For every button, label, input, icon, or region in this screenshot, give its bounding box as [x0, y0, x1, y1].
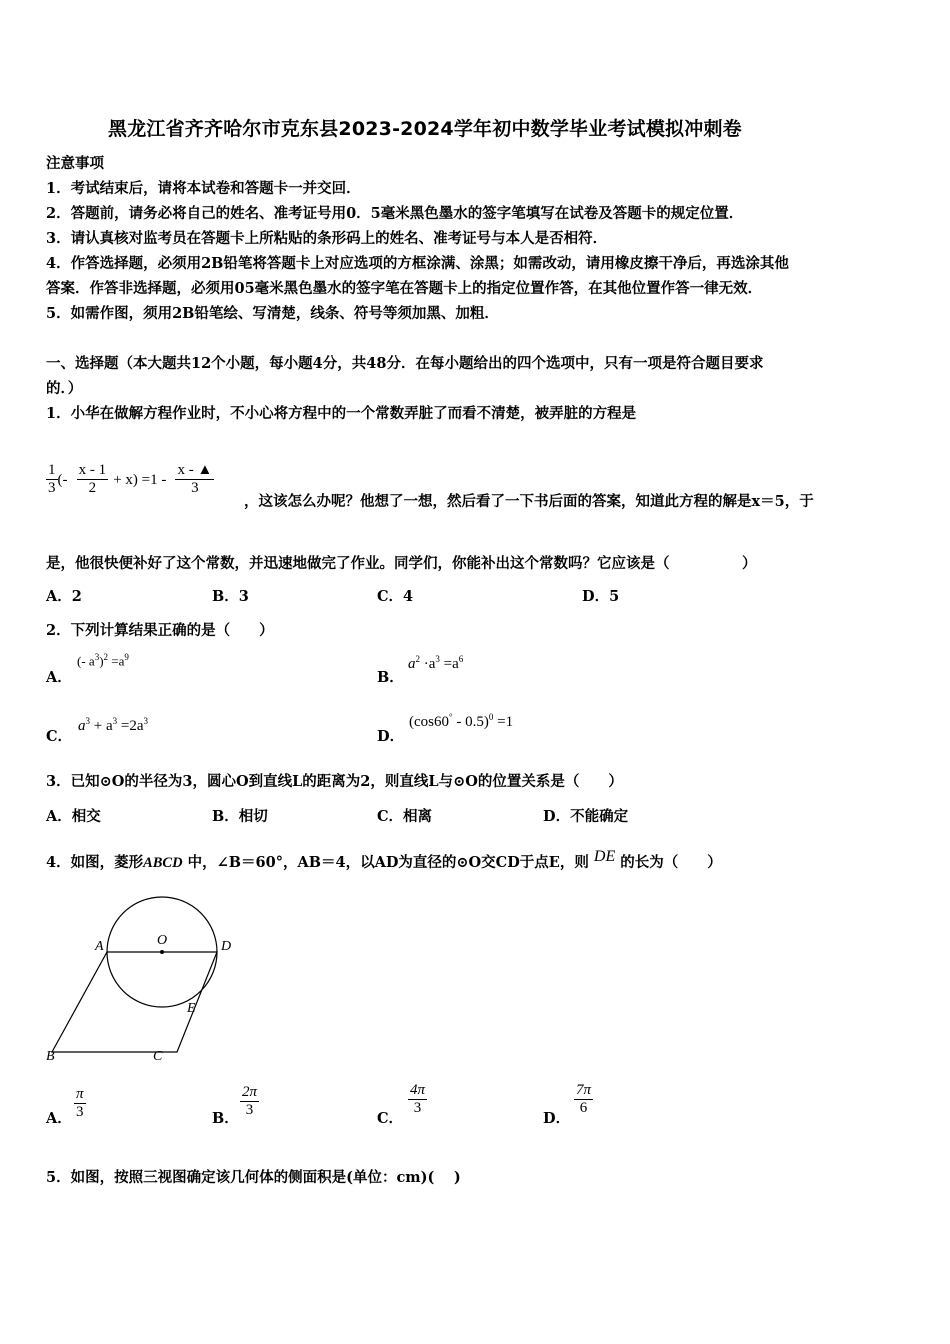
- q3-option-d: D．不能确定: [543, 808, 629, 825]
- center-point-o: [160, 950, 164, 954]
- q2-option-a: (- $a^3)^2 =a^9$: [77, 652, 129, 669]
- notice-item: 2．答题前，请务必将自己的姓名、准考证号用0．5毫米黑色墨水的签字笔填写在试卷及答题卡的规定位置．: [46, 205, 744, 222]
- q2-option-a-label: A．: [46, 669, 72, 686]
- q2-option-b-label: B．: [377, 669, 404, 686]
- q2-option-c-label: C．: [46, 728, 73, 745]
- q4-option-b: $\frac{2\pi}{3}$: [242, 1084, 258, 1118]
- q2-option-c: $a^3 + a^3 =2a^3$: [78, 716, 148, 734]
- label-o: O: [157, 933, 168, 948]
- notice-item: 3．请认真核对监考员在答题卡上所粘贴的条形码上的姓名、准考证号与本人是否相符．: [46, 230, 608, 247]
- q1-stem: 1．小华在做解方程作业时，不小心将方程中的一个常数弄脏了而看不清楚，被弄脏的方程是: [46, 405, 637, 422]
- notice-item: 5．如需作图，须用2B铅笔绘、写清楚，线条、符号等须加黑、加粗．: [46, 305, 499, 322]
- q1-option-d: D．5: [582, 588, 620, 605]
- section-heading-cont: 的．）: [46, 380, 83, 397]
- q3-option-b: B．相切: [212, 808, 268, 825]
- page-title: 黑龙江省齐齐哈尔市克东县2023-2024学年初中数学毕业考试模拟冲刺卷: [108, 118, 742, 140]
- q2-option-d-label: D．: [377, 728, 405, 745]
- q4-option-c-label: C．: [377, 1110, 404, 1127]
- q2-option-b: $a^2 \cdot a^3 =a^6$: [408, 654, 464, 672]
- q4-figure: [40, 890, 250, 1070]
- label-a: A: [95, 939, 104, 954]
- q2-option-d: (cos60° - 0.5)$^0$ =1: [409, 712, 514, 730]
- notice-item: 答案．作答非选择题，必须用05毫米黑色墨水的签字笔在答题卡上的指定位置作答，在其他位置作答一律无效．: [46, 280, 763, 297]
- q4-option-a: $\frac{\pi}{3}$: [76, 1086, 84, 1120]
- arc-de-symbol: DE: [593, 848, 616, 865]
- q3-stem: 3．已知⊙O的半径为3，圆心O到直线L的距离为2，则直线L与⊙O的位置关系是（ ）: [46, 773, 623, 790]
- q3-option-a: A．相交: [46, 808, 101, 825]
- q4-option-d-label: D．: [543, 1110, 571, 1127]
- q1-stem-cont: ，这该怎么办呢？他想了一想，然后看了一下书后面的答案，知道此方程的解是x＝5，于: [244, 493, 814, 510]
- q4-option-b-label: B．: [212, 1110, 239, 1127]
- notice-item: 1．考试结束后，请将本试卷和答题卡一并交回．: [46, 180, 361, 197]
- q4-option-d: $\frac{7\pi}{6}$: [576, 1082, 592, 1116]
- label-c: C: [153, 1049, 163, 1064]
- notice-item: 4．作答选择题，必须用2B铅笔将答题卡上对应选项的方框涂满、涂黑；如需改动，请用橡皮擦干净后，再选涂其他: [46, 255, 789, 272]
- label-e: E: [187, 1001, 196, 1016]
- q1-option-b: B．3: [212, 588, 249, 605]
- q1-option-a: A．2: [46, 588, 82, 605]
- section-heading: 一、选择题（本大题共12个小题，每小题4分，共48分．在每小题给出的四个选项中，只有一项是符合题目要求: [46, 355, 764, 372]
- q1-equation: $\frac{1}{3}$ (- $\frac{x - 1}{2}$ + x) =1 - $\frac{x - ▲}{3}$: [48, 462, 213, 496]
- label-b: B: [46, 1049, 55, 1064]
- q2-stem: 2．下列计算结果正确的是（ ）: [46, 622, 274, 639]
- q5-stem: 5．如图，按照三视图确定该几何体的侧面积是(单位：cm)( ): [46, 1169, 461, 1186]
- q3-option-c: C．相离: [377, 808, 433, 825]
- label-d: D: [221, 939, 232, 954]
- q1-option-c: C．4: [377, 588, 414, 605]
- q4-option-a-label: A．: [46, 1110, 72, 1127]
- q4-stem: 4．如图，菱形ABCD 中，∠B＝60°，AB＝4，以AD为直径的⊙O交CD于点E，则 DE 的长为（ ）: [46, 848, 722, 871]
- q4-option-c: $\frac{4\pi}{3}$: [410, 1082, 426, 1116]
- q1-stem-cont: 是，他很快便补好了这个常数，并迅速地做完了作业。同学们，你能补出这个常数吗？它应该是（ ）: [46, 555, 757, 572]
- notice-heading: 注意事项: [46, 155, 104, 172]
